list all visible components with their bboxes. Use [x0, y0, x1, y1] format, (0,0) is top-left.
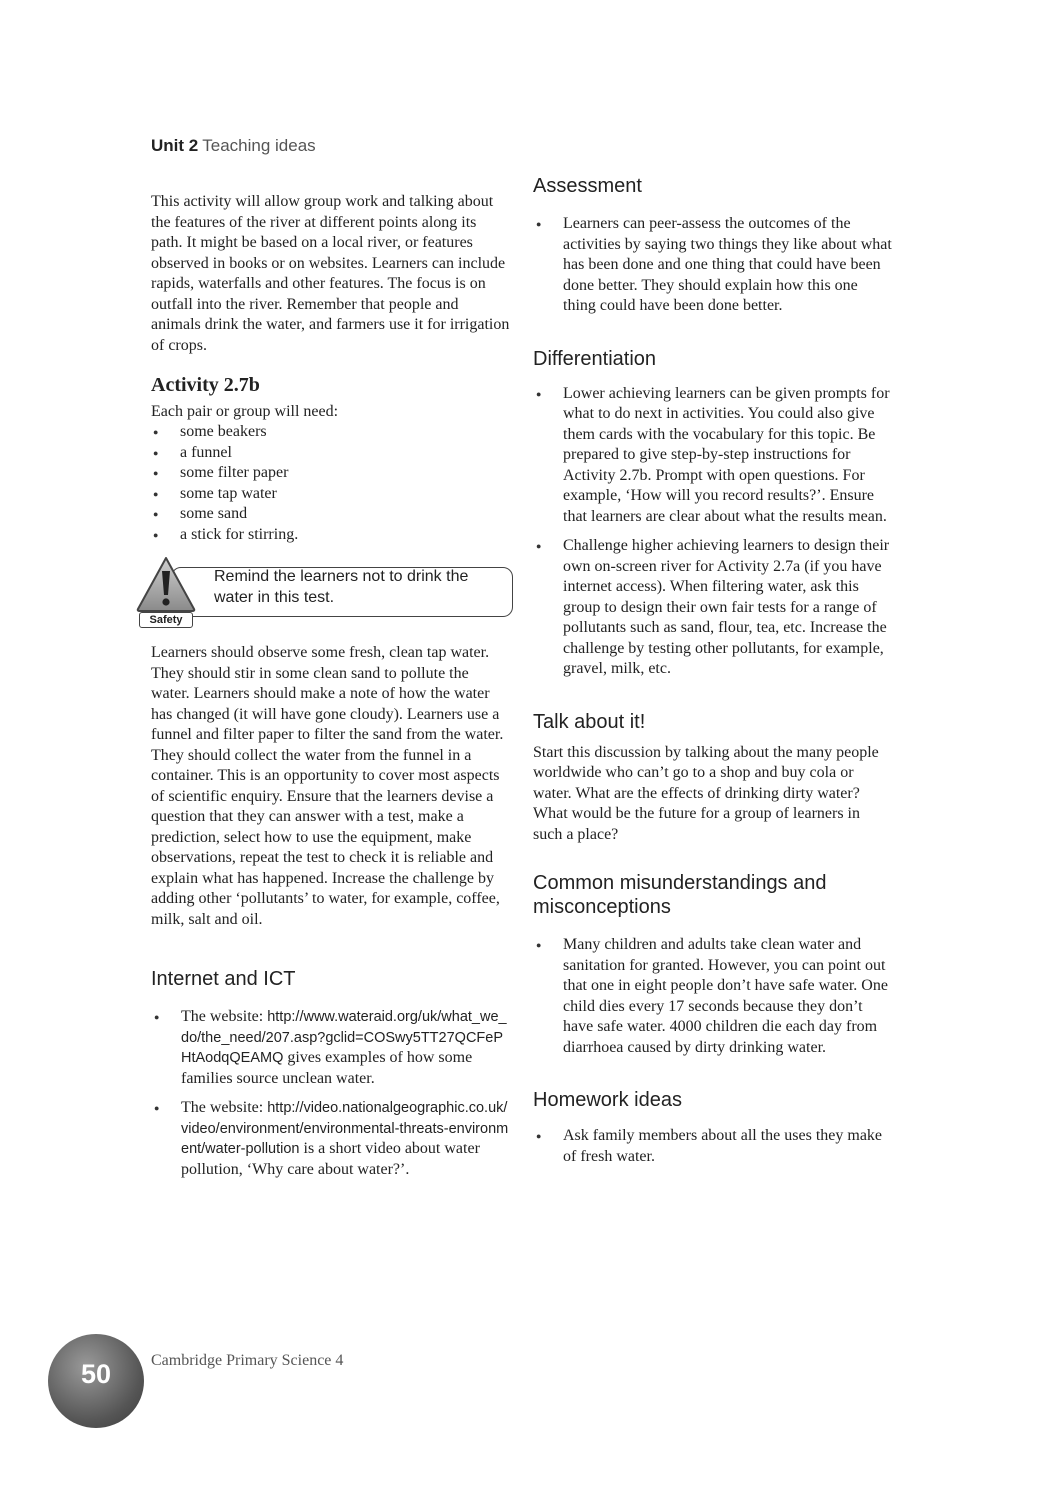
item-prefix: The website: — [181, 1008, 268, 1025]
website-link[interactable]: http://video.nationalgeographic.co.uk/video/environment/environmental-threats-environment/water-pollution — [181, 1100, 509, 1157]
running-header — [151, 136, 316, 156]
intro-paragraph: This activity will allow group work and talking about the features of the river at different points along its path. It might be based on a local river, or features observed in books or on websites. Learners can include rapids, waterfalls and other features. The focus is on outfall into the river. Remember that people and animals drink the water, and farmers use it for irrigation of crops. — [151, 193, 510, 354]
needs-list — [151, 422, 511, 545]
warning-triangle-icon — [135, 555, 197, 613]
assessment-list — [533, 214, 893, 317]
internet-list-item — [151, 1098, 511, 1180]
item-suffix: gives examples of how some families source unclean water. — [181, 1049, 473, 1087]
list-item: ● some sand — [151, 504, 511, 525]
differentiation-title: Differentiation — [533, 347, 657, 370]
assessment-title: Assessment — [533, 175, 642, 197]
item-suffix: is a short video about water pollution, ‘Why care about water?’. — [181, 1140, 480, 1178]
list-item: ● Many children and adults take clean water and sanitation for granted. However, you can point out that one in eight people don’t have safe water. One child dies every 17 seconds because they don’t have safe water. 4000 children die each day from diarrhoea caused by dirty drinking water. — [533, 935, 893, 1058]
safety-label: Safety — [139, 612, 193, 628]
misunderstandings-title: Common misunderstandings and misconceptions — [533, 872, 827, 918]
left-column — [151, 192, 511, 1180]
talk-title: Talk about it! — [533, 710, 646, 733]
internet-title: Internet and ICT — [151, 968, 296, 990]
header-unit: Unit 2 — [151, 136, 199, 155]
homework-list — [533, 1126, 893, 1167]
page-number: 50 — [80, 1359, 112, 1389]
list-item: ● some filter paper — [151, 463, 511, 484]
header-subtitle: Teaching ideas — [202, 136, 316, 155]
misunderstandings-list — [533, 935, 893, 1058]
internet-list-item — [151, 1007, 511, 1089]
book-title: Cambridge Primary Science 4 — [151, 1352, 344, 1369]
safety-callout — [151, 559, 511, 629]
item-prefix: The website: — [181, 1099, 268, 1116]
talk-text: Start this discussion by talking about the many people worldwide who can’t go to a shop and buy cola or water. What are the effects of drinking dirty water? What would be the future for a group of learners in such a place? — [533, 743, 879, 843]
list-item: ● Lower achieving learners can be given prompts for what to do next in activities. You could also give them cards with the vocabulary for this topic. Be prepared to give step-by-step instructions for Activity 2.7b. Prompt with open questions. For example, ‘How will you record results?’. Ensure that learners are clear about what the results mean. — [533, 384, 893, 528]
list-item: ● Learners can peer-assess the outcomes of the activities by saying two things they like about what has been done and one thing that could have been done better. They should explain how this one thing could have been done better. — [533, 214, 893, 317]
list-item: ● some beakers — [151, 422, 511, 443]
list-item: ● Challenge higher achieving learners to design their own on-screen river for Activity 2.7a (if you have internet access). When filtering water, ask this group to design their own fair tests for a range of pollutants such as sand, flour, tea, etc. Increase the challenge by testing other pollutants, for example, gravel, milk, etc. — [533, 536, 893, 680]
list-item: ● some tap water — [151, 484, 511, 505]
activity-title: Activity 2.7b — [151, 374, 260, 396]
right-column — [533, 174, 893, 1167]
safety-text: Remind the learners not to drink the water in this test. — [214, 568, 469, 606]
list-item: ● Ask family members about all the uses they make of fresh water. — [533, 1126, 893, 1167]
list-item: ● a funnel — [151, 443, 511, 464]
homework-title: Homework ideas — [533, 1089, 682, 1111]
internet-list — [151, 1007, 511, 1180]
needs-intro: Each pair or group will need: — [151, 402, 339, 420]
differentiation-list — [533, 384, 893, 680]
website-link[interactable]: http://www.wateraid.org/uk/what_we_do/the_need/207.asp?gclid=COSwy5TT27QCFePHtAodqQEAMQ — [181, 1009, 507, 1066]
activity-body: Learners should observe some fresh, clean tap water. They should stir in some clean sand to pollute the water. Learners should make a note of how the water has changed (it will have gone cloudy). Learners use a funnel and filter paper to filter the sand from the water. They should collect the water from the funnel in a container. This is an opportunity to cover most aspects of scientific enquiry. Ensure that the learners devise a question that they can answer with a test, make a prediction, select how to use the equipment, make observations, repeat the test to check it is reliable and explain what has happened. Increase the challenge by adding other ‘pollutants’ to water, for example, coffee, milk, salt and oil. — [151, 644, 504, 928]
list-item: ● a stick for stirring. — [151, 525, 511, 546]
